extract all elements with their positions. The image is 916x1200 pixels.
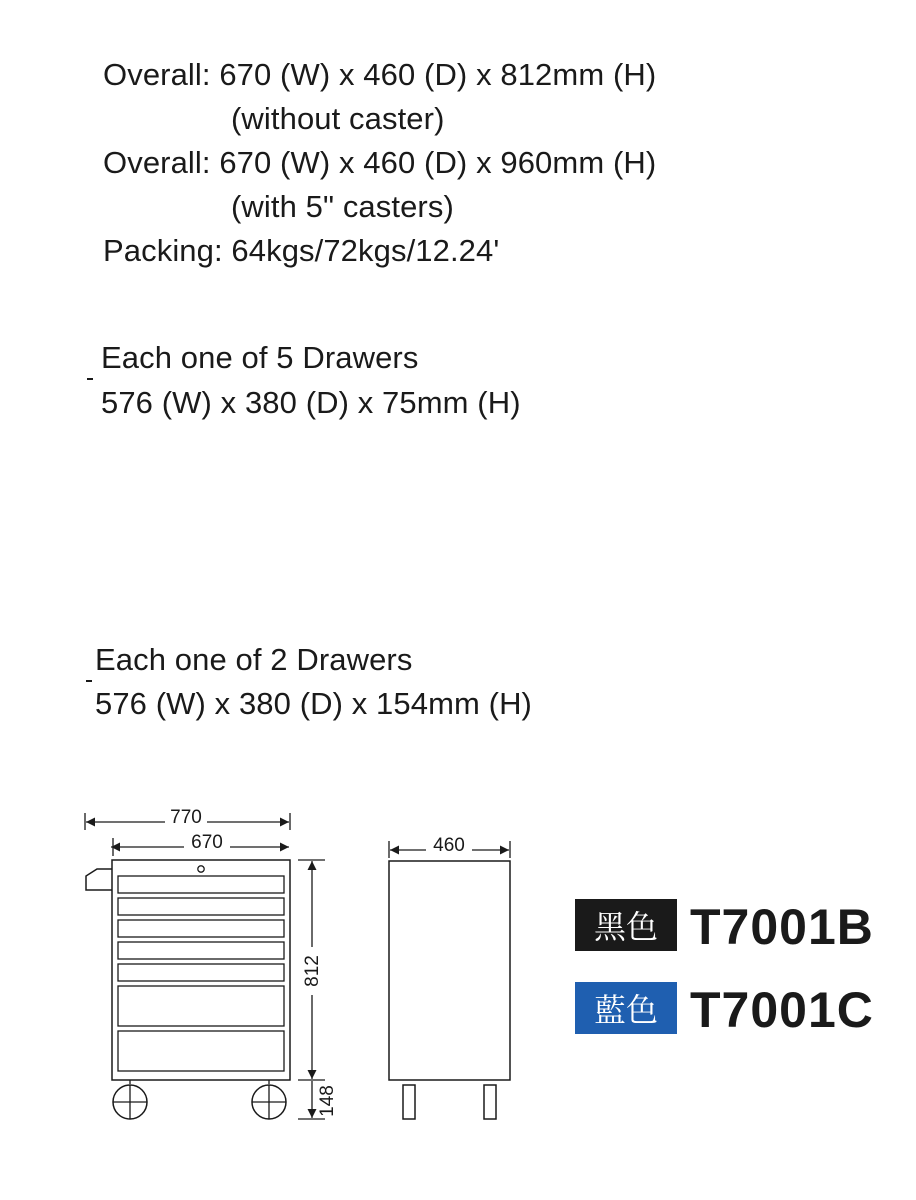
overall-spec-2: Overall: 670 (W) x 460 (D) x 960mm (H) <box>103 145 657 180</box>
dim-148-label: 148 <box>317 1085 338 1117</box>
lock-icon <box>198 866 204 872</box>
overall-spec-1-note: (without caster) <box>231 101 445 136</box>
drawer-group-2-size: 576 (W) x 380 (D) x 154mm (H) <box>95 686 532 721</box>
packing-spec: Packing: 64kgs/72kgs/12.24' <box>103 233 500 268</box>
dim-770-label: 770 <box>170 807 202 828</box>
side-handle <box>86 869 112 890</box>
dimension-770 <box>85 807 290 830</box>
model-code-black: T7001B <box>690 899 874 955</box>
caster-side-icon <box>403 1085 415 1119</box>
cabinet-dimension-drawing <box>0 790 560 1140</box>
front-view <box>86 860 290 1119</box>
dimension-812 <box>298 860 325 1080</box>
dim-812-label: 812 <box>302 955 323 987</box>
caster-icon <box>252 1085 286 1119</box>
dim-670-label: 670 <box>191 832 223 853</box>
drawer-group-2-title: Each one of 2 Drawers <box>95 642 413 677</box>
overall-spec-2-note: (with 5" casters) <box>231 189 454 224</box>
dim-460-label: 460 <box>433 835 465 856</box>
model-code-blue: T7001C <box>690 982 874 1038</box>
overall-spec-1: Overall: 670 (W) x 460 (D) x 812mm (H) <box>103 57 657 92</box>
dimension-148 <box>298 1081 338 1119</box>
caster-icon <box>113 1085 147 1119</box>
drawer-group-1-title: Each one of 5 Drawers <box>101 340 419 375</box>
color-tag-blue: 藍色 <box>575 982 677 1034</box>
dimension-460 <box>389 835 510 858</box>
side-view <box>389 861 510 1119</box>
color-tag-black: 黑色 <box>575 899 677 951</box>
caster-side-icon <box>484 1085 496 1119</box>
list-dash <box>86 680 92 682</box>
list-dash <box>87 378 93 380</box>
drawer-group-1-size: 576 (W) x 380 (D) x 75mm (H) <box>101 385 521 420</box>
dimension-670 <box>111 832 289 856</box>
